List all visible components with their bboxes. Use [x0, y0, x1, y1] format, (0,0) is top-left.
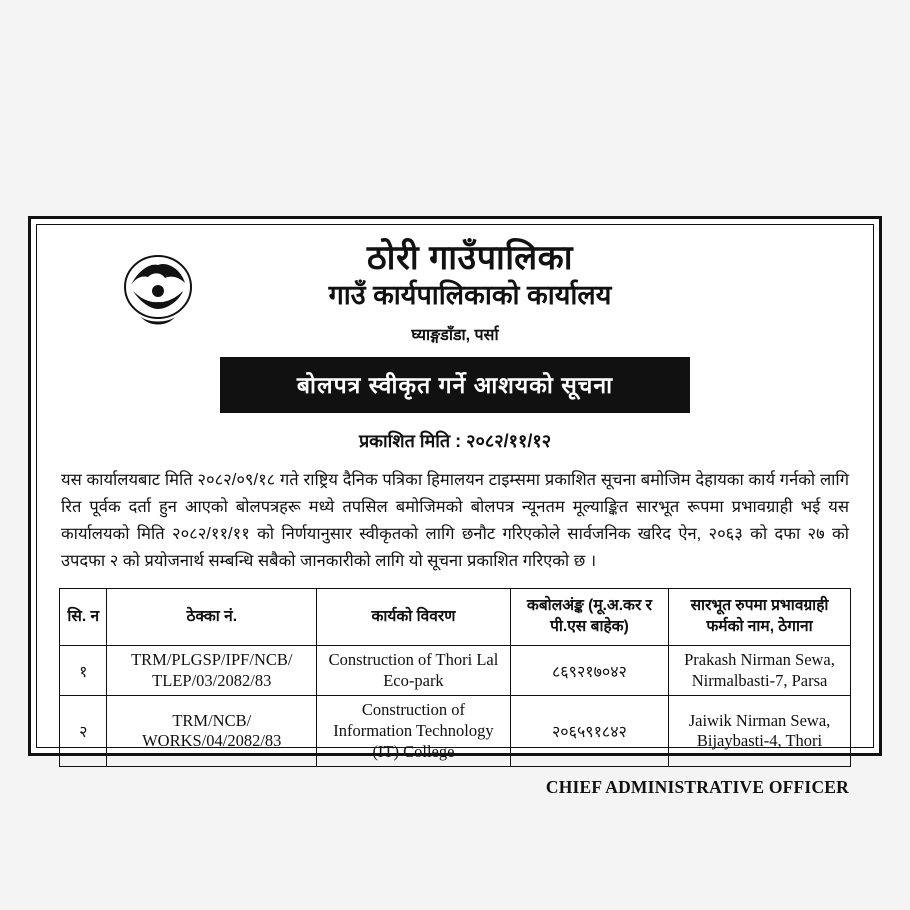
cell-sn: २ [60, 696, 107, 767]
table-header-row [60, 589, 851, 646]
notice-outer-frame [28, 216, 882, 798]
notice-banner-title: बोलपत्र स्वीकृत गर्ने आशयको सूचना [220, 357, 690, 413]
bid-result-table [59, 588, 851, 767]
cell-work-description: Construction of Information Technology (IT) College [317, 696, 511, 767]
published-date: प्रकाशित मिति : २०८२/११/१२ [358, 431, 552, 452]
cell-bid-amount: २०६५९१८४२ [510, 696, 668, 767]
column-header-work-description: कार्यको विवरण [317, 589, 511, 646]
notice-body-paragraph: यस कार्यालयबाट मिति २०८२/०९/१८ गते राष्ट्रिय दैनिक पत्रिका हिमालयन टाइम्समा प्रकाशित सूचना बमोजिम देहायका कार्य गर्नको लागि रित पूर्वक दर्ता हुन आएको बोलपत्रहरू मध्ये तपसिल बमोजिमको बोलपत्र न्यूनतम मूल्याङ्कित सारभूत रूपमा प्रभावग्राही भई यस कार्यालयको मिति २०८२/११/११ को निर्णयानुसार स्वीकृतको लागि छनौट गरिएकोले सार्वजनिक खरिद ऐन, २०६३ को दफा २७ को उपदफा २ को प्रयोजनार्थ सम्बन्धि सबैको जानकारीको लागि यो सूचना प्रकाशित गरिएको छ । [61, 471, 849, 570]
table-row [60, 696, 851, 767]
notice-inner-frame [36, 224, 874, 798]
cell-contract-no: TRM/PLGSP/IPF/NCB/ TLEP/03/2082/83 [107, 646, 317, 696]
cell-contract-no: TRM/NCB/ WORKS/04/2082/83 [107, 696, 317, 767]
column-header-firm-name: सारभूत रुपमा प्रभावग्राही फर्मको नाम, ठेगाना [669, 589, 851, 646]
column-header-contract-no: ठेक्का नं. [107, 589, 317, 646]
cell-work-description: Construction of Thori Lal Eco-park [317, 646, 511, 696]
table-row [60, 646, 851, 696]
cell-sn: १ [60, 646, 107, 696]
column-header-bid-amount: कबोलअंङ्क (मू.अ.कर र पी.एस बाहेक) [510, 589, 668, 646]
org-title: ठोरी गाउँपालिका [366, 239, 574, 277]
notice-header [59, 239, 851, 311]
org-subtitle: गाउँ कार्यपालिकाको कार्यालय [328, 280, 612, 311]
column-header-sn: सि. न [60, 589, 107, 646]
cell-firm-name: Prakash Nirman Sewa, Nirmalbasti-7, Parsa [669, 646, 851, 696]
nepal-government-emblem-icon [121, 247, 195, 331]
cell-firm-name: Jaiwik Nirman Sewa, Bijaybasti-4, Thori [669, 696, 851, 767]
org-place: घ्याङ्गडाँडा, पर्सा [411, 327, 499, 345]
cell-bid-amount: ८६९२१७०४२ [510, 646, 668, 696]
signatory-title: CHIEF ADMINISTRATIVE OFFICER [545, 777, 849, 798]
